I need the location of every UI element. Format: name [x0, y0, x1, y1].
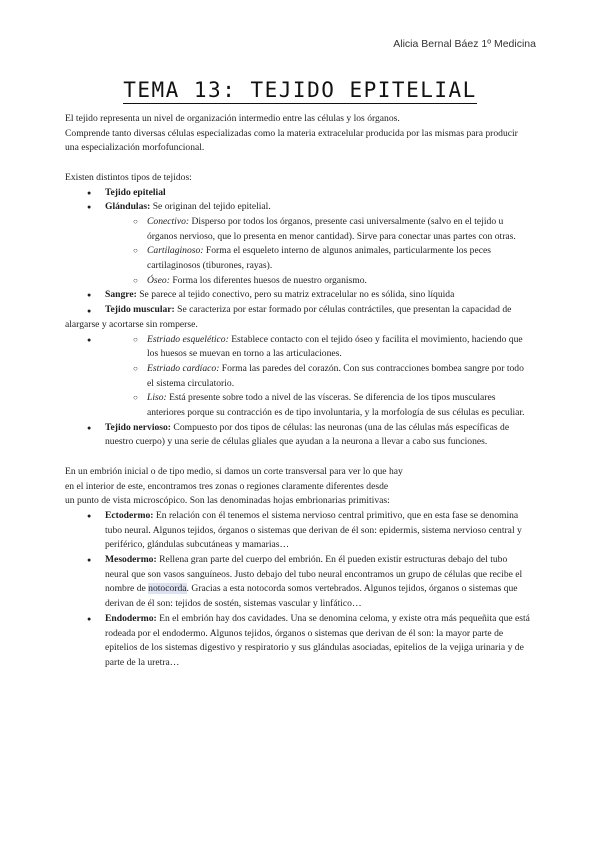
list-item — [65, 288, 533, 303]
list-item — [133, 333, 533, 362]
list-item — [133, 362, 533, 391]
subtype-term: Cartilaginoso: — [147, 245, 204, 257]
tissue-text: Se originan del tejido epitelial. — [150, 201, 271, 213]
tissue-term: Tejido muscular: — [105, 304, 175, 316]
embryo-line-2: en el interior de este, encontramos tres zonas o regiones claramente diferentes desde — [65, 480, 389, 492]
list-item — [65, 200, 533, 288]
subtype-term: Estriado cardíaco: — [147, 362, 220, 374]
subtype-term: Óseo: — [147, 274, 170, 286]
layer-text: . Gracias a esta notocorda somos vertebrados. Algunos tejidos, órganos o sistemas que derivan de él son: tejidos de sostén, sistemas vascular y linfático… — [105, 583, 518, 610]
types-intro: Existen distintos tipos de tejidos: — [65, 171, 192, 183]
muscular-paragraph: ● Tejido muscular: Se caracteriza por estar formado por células contráctiles, que presentan la capacidad de alargarse y acortarse sin romperse. — [65, 304, 512, 330]
list-item — [65, 509, 533, 553]
list-item — [65, 421, 533, 450]
intro-line-2: Comprende tanto diversas células especializadas como la materia extracelular producida por las mismas para producir una especialización morfofuncional. — [65, 127, 518, 154]
gland-sublist — [105, 215, 533, 289]
tissue-text: Compuesto por dos tipos de células: las neuronas (una de las células más específicas de nuestro cuerpo) y una serie de células gliales que ayudan a la neurona a llevar a cabo sus funciones. — [105, 421, 510, 448]
muscle-sublist — [65, 333, 533, 421]
document-body — [65, 112, 533, 671]
tissue-term: Sangre: — [105, 289, 137, 301]
layer-text: En relación con él tenemos el sistema nervioso central primitivo, que en esta fase se denomina tubo neural. Algunos tejidos, órganos o sistemas que derivan de él son: epidermis, sistema nervioso central y periférico, glándulas subcutáneas y mamarias… — [105, 509, 522, 551]
layer-text: En el embrión hay dos cavidades. Una se denomina celoma, y existe otra más pequeñita que está rodeada por el endodermo. Algunos tejidos, órganos o sistemas que derivan de él son: la mayor parte de epitelios de los sistemas digestivo y respiratorio y sus glándulas asociadas, epitelios de la vejiga urinaria y de parte de la uretra… — [105, 612, 530, 668]
list-item — [133, 215, 533, 244]
list-item — [133, 274, 533, 289]
tissue-term: Tejido epitelial — [105, 186, 166, 198]
subtype-term: Conectivo: — [147, 215, 190, 227]
list-item — [133, 391, 533, 420]
subtype-text: Establece contacto con el tejido óseo y facilita el movimiento, haciendo que los huesos se muevan en torno a las articulaciones. — [147, 333, 523, 360]
page-title — [0, 78, 600, 102]
title-text: TEMA 13: TEJIDO EPITELIAL — [123, 78, 477, 102]
embryo-line-3: un punto de vista microscópico. Son las denominadas hojas embrionarias primitivas: — [65, 495, 390, 507]
author-header: Alicia Bernal Báez 1º Medicina — [393, 38, 536, 50]
intro-line-1: El tejido representa un nivel de organización intermedio entre las células y los órganos. — [65, 113, 400, 124]
subtype-text: Está presente sobre todo a nivel de las vísceras. Se diferencia de los tipos musculares anteriores porque su contracción es de tipo involuntaria, y la morfología de sus células es peculiar. — [147, 392, 525, 419]
tissue-text: Se caracteriza por estar formado por células contráctiles, que presentan la capacidad de alargarse y acortarse sin romperse. — [65, 304, 512, 330]
list-item-container — [65, 333, 533, 421]
tissue-list-cont — [65, 333, 533, 451]
subtype-text: Forma el esqueleto interno de algunos animales, particularmente los peces cartilaginosos (tiburones, rayas). — [147, 245, 491, 272]
layer-text: Rellena gran parte del cuerpo del embrión. En él pueden existir estructuras debajo del tubo neural que son vasos sanguíneos. Justo debajo del tubo neural encontramos un grupo de células que recibe el nombre de — [105, 554, 523, 595]
embryo-line-1: En un embrión inicial o de tipo medio, si damos un corte transversal para ver lo que hay — [65, 465, 403, 477]
subtype-term: Liso: — [147, 392, 167, 404]
subtype-term: Estriado esquelético: — [147, 333, 229, 345]
list-item — [133, 244, 533, 273]
subtype-text: Forma los diferentes huesos de nuestro organismo. — [169, 274, 367, 286]
layer-term: Mesodermo: — [105, 554, 157, 566]
layer-term: Ectodermo: — [105, 509, 154, 521]
tissue-list — [65, 186, 533, 304]
list-item — [65, 612, 533, 671]
highlighted-term: notocorda — [148, 583, 187, 595]
embryo-layer-list — [65, 509, 533, 671]
tissue-term: Glándulas: — [105, 201, 151, 213]
tissue-term: Tejido nervioso: — [105, 421, 172, 433]
subtype-text: Forma las paredes del corazón. Con sus contracciones bombea sangre por todo el sistema circulatorio. — [147, 362, 524, 389]
tissue-text: Se parece al tejido conectivo, pero su matriz extracelular no es sólida, sino líquida — [136, 289, 455, 301]
layer-term: Endodermo: — [105, 612, 157, 624]
list-item — [65, 186, 533, 201]
subtype-text: Disperso por todos los órganos, presente casi universalmente (salvo en el tejido u órganos nervioso, que lo presenta en menor cantidad). Sirve para conectar unas partes con otras. — [147, 215, 516, 242]
list-item — [65, 553, 533, 612]
